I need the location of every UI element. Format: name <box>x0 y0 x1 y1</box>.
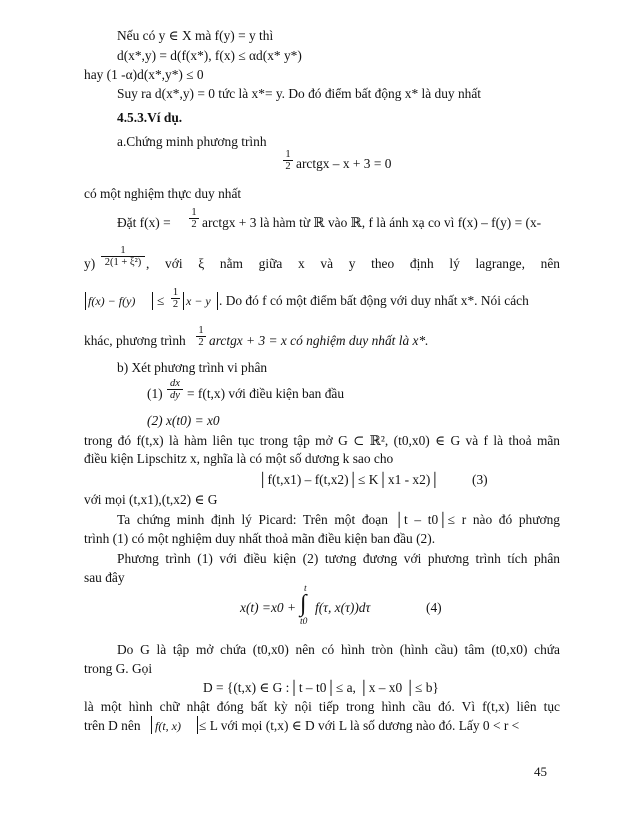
text-line-1: Nếu có y ∈ X mà f(y) = y thì <box>117 28 274 43</box>
text-line-3: hay (1 -α)d(x*,y*) ≤ 0 <box>84 67 204 82</box>
integral-upper-limit: t <box>304 584 307 594</box>
text-line-15: (2) x(t0) = x0 <box>147 413 220 428</box>
text-line-19: Ta chứng minh định lý Picard: Trên một đoạn │t – t0│≤ r nào đó phương <box>117 512 560 527</box>
text-line-16: trong đó f(t,x) là hàm liên tục trong tập mở G ⊂ ℝ², (t0,x0) ∈ G và f là thoả mãn <box>84 433 560 448</box>
text-line-11: . Do đó f có một điểm bất động với duy nhất x*. Nói cách <box>219 293 529 308</box>
text-line-24: trong G. Gọi <box>84 661 153 676</box>
abs-expr-3: f(t, x) <box>155 719 181 733</box>
text-line-26a: trên D nên <box>84 718 141 733</box>
text-line-6: a.Chứng minh phương trình <box>117 134 267 149</box>
text-line-26b: ≤ L với mọi (t,x) ∈ D với L là số dương nào đó. Lấy 0 < r < <box>199 718 520 733</box>
text-line-8: có một nghiệm thực duy nhất <box>84 186 242 201</box>
section-heading: 4.5.3.Ví dụ. <box>117 110 183 125</box>
text-line-18: với mọi (t,x1),(t,x2) ∈ G <box>84 492 218 507</box>
text-line-21: Phương trình (1) với điều kiện (2) tương đương với phương trình tích phân <box>117 551 560 566</box>
text-line-22: sau đây <box>84 570 125 585</box>
page-number: 45 <box>534 764 547 779</box>
text-line-9b: arctgx + 3 là hàm từ ℝ vào ℝ, f là ánh xạ co vì f(x) – f(y) = (x- <box>202 215 542 230</box>
text-line-14: = f(t,x) với điều kiện ban đầu <box>187 386 345 401</box>
integral-sign: ∫ <box>300 591 307 617</box>
fraction-half-4: $\frac{1}{2}$ <box>196 325 206 348</box>
eq-label-3: (3) <box>472 472 488 487</box>
fraction-half-3: $\frac{1}{2}$ <box>172 287 179 310</box>
text-line-13: b) Xét phương trình vi phân <box>117 360 268 375</box>
abs-expr-2: x − y <box>186 294 211 308</box>
eq-label-4: (4) <box>426 600 442 615</box>
text-line-25: là một hình chữ nhật đóng bất kỳ nội tiếp trong hình cầu đó. Vì f(t,x) liên tục <box>84 699 560 714</box>
text-line-10a: y) <box>84 256 96 271</box>
text-line-20: trình (1) có một nghiệm duy nhất thoả mãn điều kiện ban đầu (2). <box>84 531 436 546</box>
lipschitz-inequality: │f(t,x1) – f(t,x2)│≤ K│x1 - x2)│ <box>258 472 440 487</box>
integral-lhs: x(t) =x0 + <box>240 600 296 615</box>
fraction-half-1: $\frac{1}{2}$ <box>283 149 293 172</box>
text-line-9a: Đặt f(x) = <box>117 215 171 230</box>
text-line-23: Do G là tập mở chứa (t0,x0) nên có hình tròn (hình cầu) tâm (t0,x0) chứa <box>117 642 560 657</box>
integral-lower-limit: t0 <box>300 617 308 627</box>
equation-1: arctgx – x + 3 = 0 <box>296 156 392 171</box>
integral-body: f(τ, x(τ))dτ <box>315 600 371 615</box>
leq-sign: ≤ <box>157 293 165 308</box>
text-line-17: điều kiện Lipschitz x, nghĩa là có một số dương k sao cho <box>84 451 394 466</box>
abs-expr-1: f(x) − f(y) <box>88 294 136 308</box>
text-line-4: Suy ra d(x*,y) = 0 tức là x*= y. Do đó điểm bất động x* là duy nhất <box>117 86 482 101</box>
text-line-12a: khác, phương trình <box>84 333 186 348</box>
set-definition: D = {(t,x) ∈ G :│t – t0│≤ a, │x – x0 │≤ b} <box>203 680 439 695</box>
text-line-2: d(x*,y) = d(f(x*), f(x) ≤ αd(x* y*) <box>117 48 302 63</box>
text-line-10b: , với ξ nằm giữa x và y theo định lý lagrange, nên <box>146 256 560 271</box>
text-line-12b: arctgx + 3 = x có nghiệm duy nhất là x*. <box>209 333 429 348</box>
fraction-half-2: $\frac{1}{2}$ <box>189 207 199 230</box>
eq-label-1: (1) <box>147 386 163 401</box>
fraction-dxdy: $\frac{dx}{dy}$ <box>167 378 183 401</box>
fraction-lagrange: $\frac{1}{\text{2(1 + ξ²)}}$ <box>101 245 145 268</box>
